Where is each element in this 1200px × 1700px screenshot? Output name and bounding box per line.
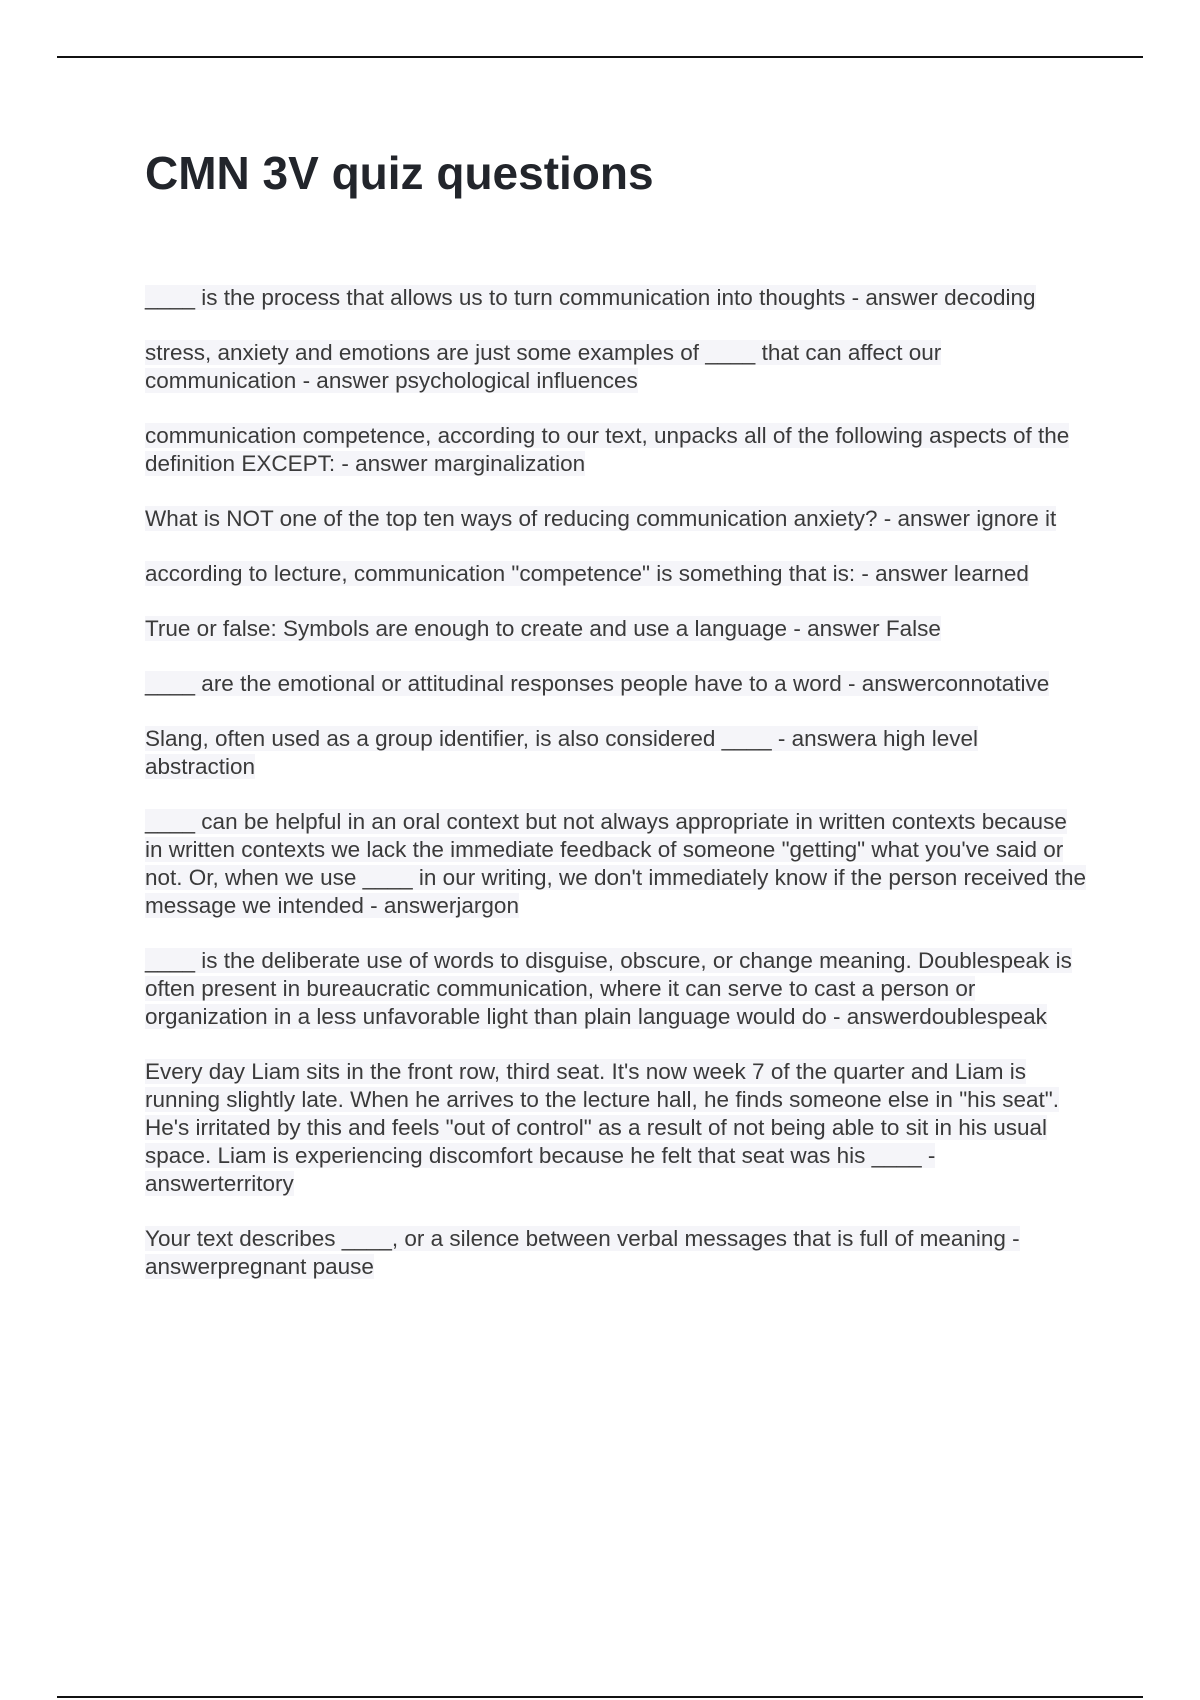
quiz-item-text: Your text describes ____, or a silence between verbal messages that is full of meaning - answerpregnant pause [145,1226,1020,1279]
quiz-item-text: ____ can be helpful in an oral context but not always appropriate in written contexts because in written contexts we lack the immediate feedback of someone "getting" what you've said or not. Or, when we use ____ in our writing, we don't immediately know if the person received the message we intended - answerjargon [145,809,1087,918]
header-divider [57,56,1143,58]
footer-divider [57,1696,1143,1698]
quiz-item [145,1058,1090,1198]
quiz-item [145,284,1090,312]
quiz-item [145,808,1090,920]
quiz-item-text: Slang, often used as a group identifier, is also considered ____ - answera high level abstraction [145,726,979,779]
quiz-item-text: ____ are the emotional or attitudinal responses people have to a word - answerconnotative [145,671,1050,696]
quiz-item [145,947,1090,1031]
quiz-item [145,670,1090,698]
quiz-item-text: communication competence, according to our text, unpacks all of the following aspects of the definition EXCEPT: - answer marginalization [145,423,1070,476]
quiz-item-text: according to lecture, communication "competence" is something that is: - answer learned [145,561,1029,586]
quiz-item [145,422,1090,478]
quiz-item [145,560,1090,588]
quiz-item-text: What is NOT one of the top ten ways of reducing communication anxiety? - answer ignore it [145,506,1057,531]
quiz-item-text: Every day Liam sits in the front row, third seat. It's now week 7 of the quarter and Liam is running slightly late. When he arrives to the lecture hall, he finds someone else in "his seat". He's irritated by this and feels "out of control" as a result of not being able to sit in his usual space. Liam is experiencing discomfort because he felt that seat was his ____ - answerterritory [145,1059,1059,1196]
quiz-item-text: ____ is the process that allows us to turn communication into thoughts - answer decoding [145,285,1036,310]
quiz-item [145,615,1090,643]
page-title: CMN 3V quiz questions [145,147,654,199]
quiz-item [145,505,1090,533]
quiz-item-text: ____ is the deliberate use of words to disguise, obscure, or change meaning. Doublespeak is often present in bureaucratic communication, where it can serve to cast a person or organization in a less unfavorable light than plain language would do - answerdoublespeak [145,948,1072,1029]
quiz-item [145,339,1090,395]
quiz-item-text: True or false: Symbols are enough to create and use a language - answer False [145,616,941,641]
quiz-item [145,1225,1090,1281]
quiz-item [145,725,1090,781]
quiz-item-text: stress, anxiety and emotions are just some examples of ____ that can affect our communication - answer psychological influences [145,340,942,393]
quiz-question-list [145,284,1090,1308]
